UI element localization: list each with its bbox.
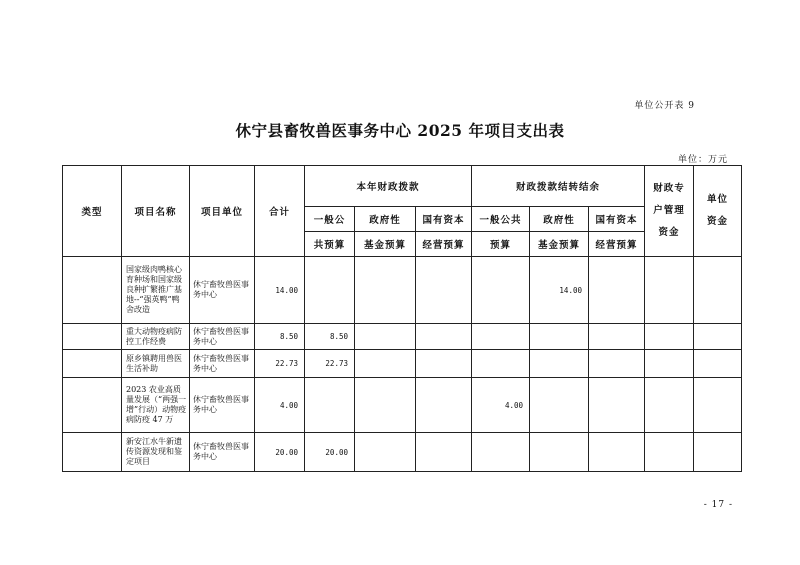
cell-gov-fund <box>355 350 416 378</box>
table-row <box>63 350 742 378</box>
header-cy-state-capital-l1: 国有资本 <box>589 207 645 232</box>
cell-total: 8.50 <box>255 324 305 350</box>
cell-project-unit: 休宁畜牧兽医事务中心 <box>190 257 255 324</box>
cell-state-capital <box>416 257 472 324</box>
header-gov-fund-l2: 基金预算 <box>355 232 416 257</box>
cell-gov-fund <box>355 433 416 472</box>
header-unit-funds-l1: 单位 <box>706 194 728 205</box>
cell-cy-gov-fund <box>530 433 589 472</box>
cell-cy-state-capital <box>589 324 645 350</box>
cell-project-unit: 休宁畜牧兽医事务中心 <box>190 350 255 378</box>
cell-unit-funds <box>694 257 742 324</box>
cell-project-name: 重大动物疫病防控工作经费 <box>122 324 190 350</box>
cell-unit-funds <box>694 433 742 472</box>
cell-special-account <box>645 257 694 324</box>
header-project-name: 项目名称 <box>122 166 190 257</box>
cell-cy-state-capital <box>589 433 645 472</box>
cell-special-account <box>645 350 694 378</box>
header-general-public-l2: 共预算 <box>305 232 355 257</box>
cell-unit-funds <box>694 350 742 378</box>
cell-unit-funds <box>694 378 742 433</box>
cell-cy-general: 4.00 <box>472 378 530 433</box>
cell-cy-general <box>472 324 530 350</box>
cell-special-account <box>645 324 694 350</box>
cell-type <box>63 257 122 324</box>
header-cy-gov-fund-l2: 基金预算 <box>530 232 589 257</box>
cell-total: 14.00 <box>255 257 305 324</box>
header-state-capital-l2: 经营预算 <box>416 232 472 257</box>
header-special-account-l2: 户管理 <box>653 205 685 216</box>
header-cy-gov-fund-l1: 政府性 <box>530 207 589 232</box>
cell-general-public <box>305 257 355 324</box>
cell-type <box>63 324 122 350</box>
header-general-public-l1: 一般公 <box>305 207 355 232</box>
cell-cy-general <box>472 350 530 378</box>
cell-cy-gov-fund <box>530 324 589 350</box>
header-special-account <box>645 166 694 257</box>
cell-project-name: 原乡镇聘用兽医生活补助 <box>122 350 190 378</box>
header-carryover-group: 财政拨款结转结余 <box>472 166 645 207</box>
header-row-1 <box>63 166 742 207</box>
cell-total: 22.73 <box>255 350 305 378</box>
cell-general-public <box>305 378 355 433</box>
cell-project-unit: 休宁畜牧兽医事务中心 <box>190 324 255 350</box>
cell-gov-fund <box>355 378 416 433</box>
cell-type <box>63 378 122 433</box>
page-number: - 17 - <box>703 500 733 510</box>
cell-cy-state-capital <box>589 257 645 324</box>
cell-project-unit: 休宁畜牧兽医事务中心 <box>190 433 255 472</box>
header-current-year-group: 本年财政拨款 <box>305 166 472 207</box>
page-title: 休宁县畜牧兽医事务中心 2025 年项目支出表 <box>235 121 565 140</box>
cell-project-name: 2023 农业高质量发展（“两强一增”行动）动物疫病防疫 47 万 <box>122 378 190 433</box>
cell-state-capital <box>416 378 472 433</box>
header-unit-funds <box>694 166 742 257</box>
table-row <box>63 378 742 433</box>
cell-state-capital <box>416 350 472 378</box>
cell-project-name: 新安江水牛新遗传资源发现和鉴定项目 <box>122 433 190 472</box>
header-total: 合计 <box>255 166 305 257</box>
cell-type <box>63 433 122 472</box>
cell-state-capital <box>416 433 472 472</box>
table-row <box>63 324 742 350</box>
cell-cy-gov-fund <box>530 378 589 433</box>
project-expenditure-table <box>62 165 742 472</box>
form-number: 单位公开表 9 <box>634 101 695 111</box>
header-cy-state-capital-l2: 经营预算 <box>589 232 645 257</box>
cell-general-public: 22.73 <box>305 350 355 378</box>
cell-cy-gov-fund: 14.00 <box>530 257 589 324</box>
cell-special-account <box>645 378 694 433</box>
unit-label: 单位：万元 <box>677 155 728 165</box>
cell-general-public: 8.50 <box>305 324 355 350</box>
header-unit-funds-l2: 资金 <box>706 216 728 227</box>
cell-unit-funds <box>694 324 742 350</box>
cell-total: 4.00 <box>255 378 305 433</box>
cell-project-name: 国家级肉鸭核心育种场和国家级良种扩繁推广基地--“强英鸭”鸭舍改造 <box>122 257 190 324</box>
cell-type <box>63 350 122 378</box>
header-gov-fund-l1: 政府性 <box>355 207 416 232</box>
cell-special-account <box>645 433 694 472</box>
header-state-capital-l1: 国有资本 <box>416 207 472 232</box>
cell-cy-gov-fund <box>530 350 589 378</box>
header-cy-general-l2: 预算 <box>472 232 530 257</box>
cell-total: 20.00 <box>255 433 305 472</box>
cell-gov-fund <box>355 324 416 350</box>
cell-cy-state-capital <box>589 378 645 433</box>
table-row <box>63 257 742 324</box>
cell-cy-state-capital <box>589 350 645 378</box>
cell-cy-general <box>472 257 530 324</box>
cell-state-capital <box>416 324 472 350</box>
cell-project-unit: 休宁畜牧兽医事务中心 <box>190 378 255 433</box>
table-row <box>63 433 742 472</box>
cell-cy-general <box>472 433 530 472</box>
cell-gov-fund <box>355 257 416 324</box>
header-type: 类型 <box>63 166 122 257</box>
header-project-unit: 项目单位 <box>190 166 255 257</box>
header-cy-general-l1: 一般公共 <box>472 207 530 232</box>
header-special-account-l3: 资金 <box>658 227 680 238</box>
header-special-account-l1: 财政专 <box>653 183 685 194</box>
cell-general-public: 20.00 <box>305 433 355 472</box>
